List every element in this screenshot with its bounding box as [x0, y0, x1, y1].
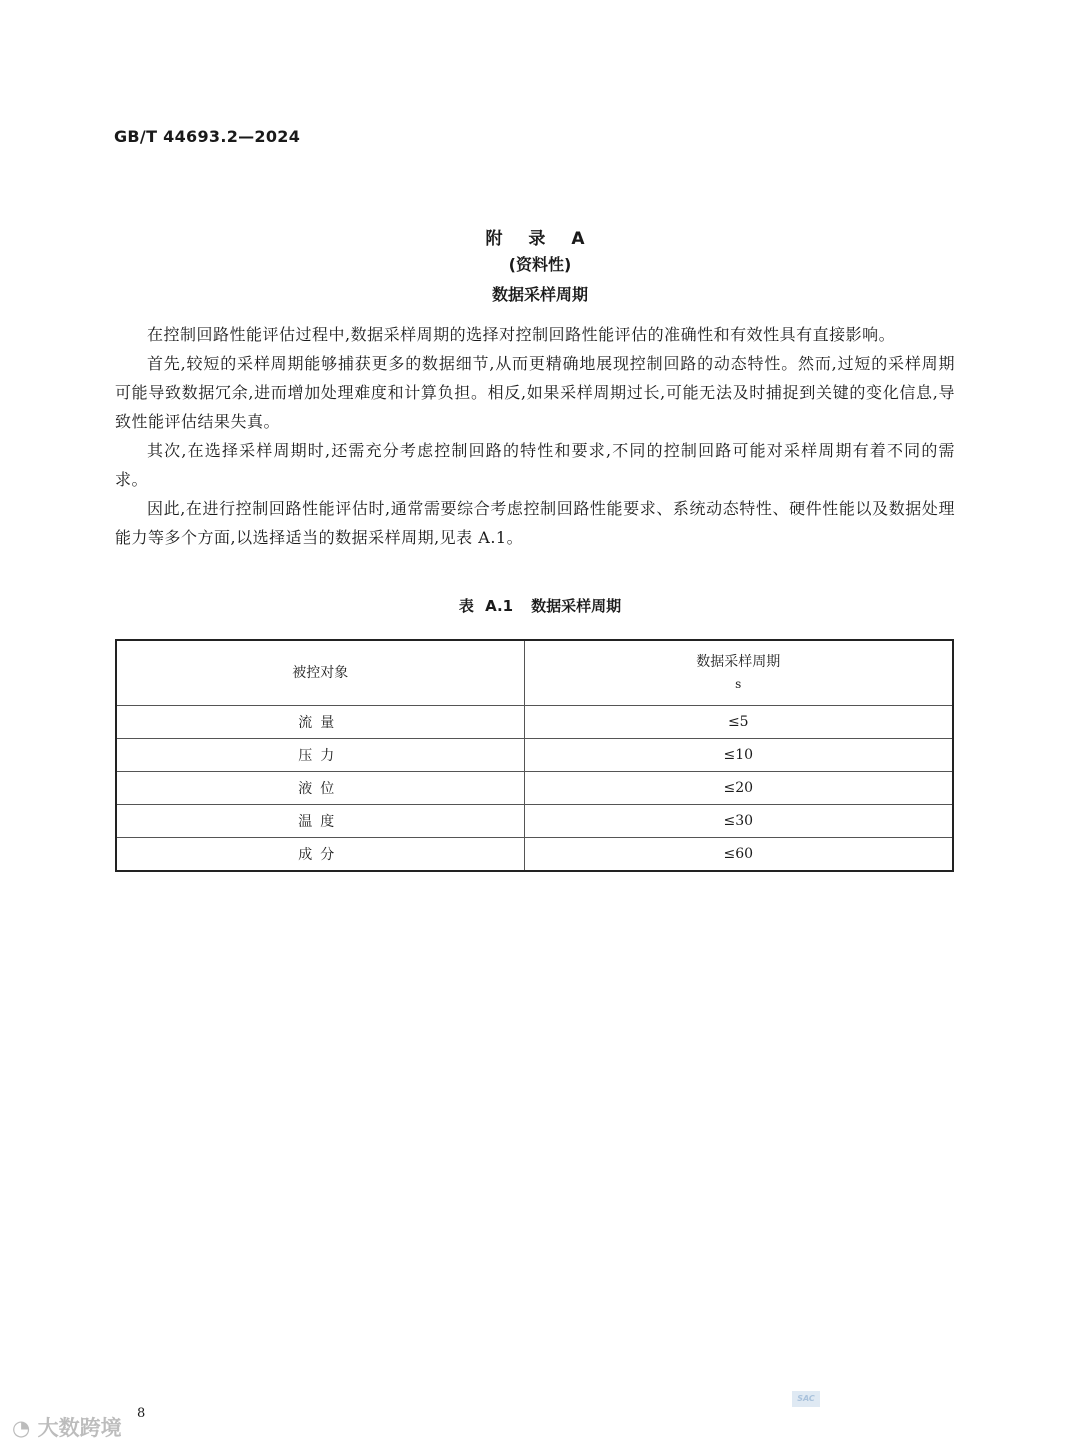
- header-object: 被控对象: [116, 640, 524, 706]
- cell-period: ≤5: [524, 706, 953, 739]
- cell-object: 温度: [116, 805, 524, 838]
- header-period: [524, 640, 953, 706]
- body-text: [115, 320, 955, 552]
- page-number: 8: [137, 1406, 146, 1421]
- cell-object: 成分: [116, 838, 524, 872]
- table-caption-number: 表 A.1: [458, 597, 514, 615]
- watermark-logo: [12, 1412, 122, 1442]
- table-row: [116, 838, 953, 872]
- cell-period: ≤60: [524, 838, 953, 872]
- appendix-type: (资料性): [508, 255, 572, 274]
- table-row: [116, 739, 953, 772]
- paragraph: 因此,在进行控制回路性能评估时,通常需要综合考虑控制回路性能要求、系统动态特性、硬件性能以及数据处理能力等多个方面,以选择适当的数据采样周期,见表 A.1。: [115, 499, 955, 547]
- cell-period: ≤20: [524, 772, 953, 805]
- appendix-subject: 数据采样周期: [491, 285, 588, 304]
- table-row: [116, 706, 953, 739]
- appendix-title: 附 录 A: [485, 229, 595, 249]
- paragraph: 在控制回路性能评估过程中,数据采样周期的选择对控制回路性能评估的准确性和有效性具有直接影响。: [147, 325, 896, 344]
- sampling-period-table: [115, 639, 954, 872]
- sac-logo: SAC: [792, 1391, 820, 1407]
- header-period-unit: s: [735, 677, 742, 691]
- table-caption-title: 数据采样周期: [531, 597, 622, 615]
- paragraph: 其次,在选择采样周期时,还需充分考虑控制回路的特性和要求,不同的控制回路可能对采样周期有着不同的需求。: [115, 441, 955, 489]
- cell-period: ≤10: [524, 739, 953, 772]
- paragraph: 首先,较短的采样周期能够捕获更多的数据细节,从而更精确地展现控制回路的动态特性。然而,过短的采样周期可能导致数据冗余,进而增加处理难度和计算负担。相反,如果采样周期过长,可能无法及时捕捉到关键的变化信息,导致性能评估结果失真。: [115, 354, 955, 431]
- table-header-row: [116, 640, 953, 706]
- cell-object: 流量: [116, 706, 524, 739]
- watermark-icon: ◔: [12, 1416, 31, 1440]
- table-row: [116, 772, 953, 805]
- header-period-label: 数据采样周期: [696, 654, 781, 670]
- table-caption: [0, 595, 1080, 616]
- cell-period: ≤30: [524, 805, 953, 838]
- table-row: [116, 805, 953, 838]
- standard-code: GB/T 44693.2—2024: [114, 127, 301, 146]
- cell-object: 压力: [116, 739, 524, 772]
- cell-object: 液位: [116, 772, 524, 805]
- watermark-text: 大数跨境: [37, 1416, 122, 1440]
